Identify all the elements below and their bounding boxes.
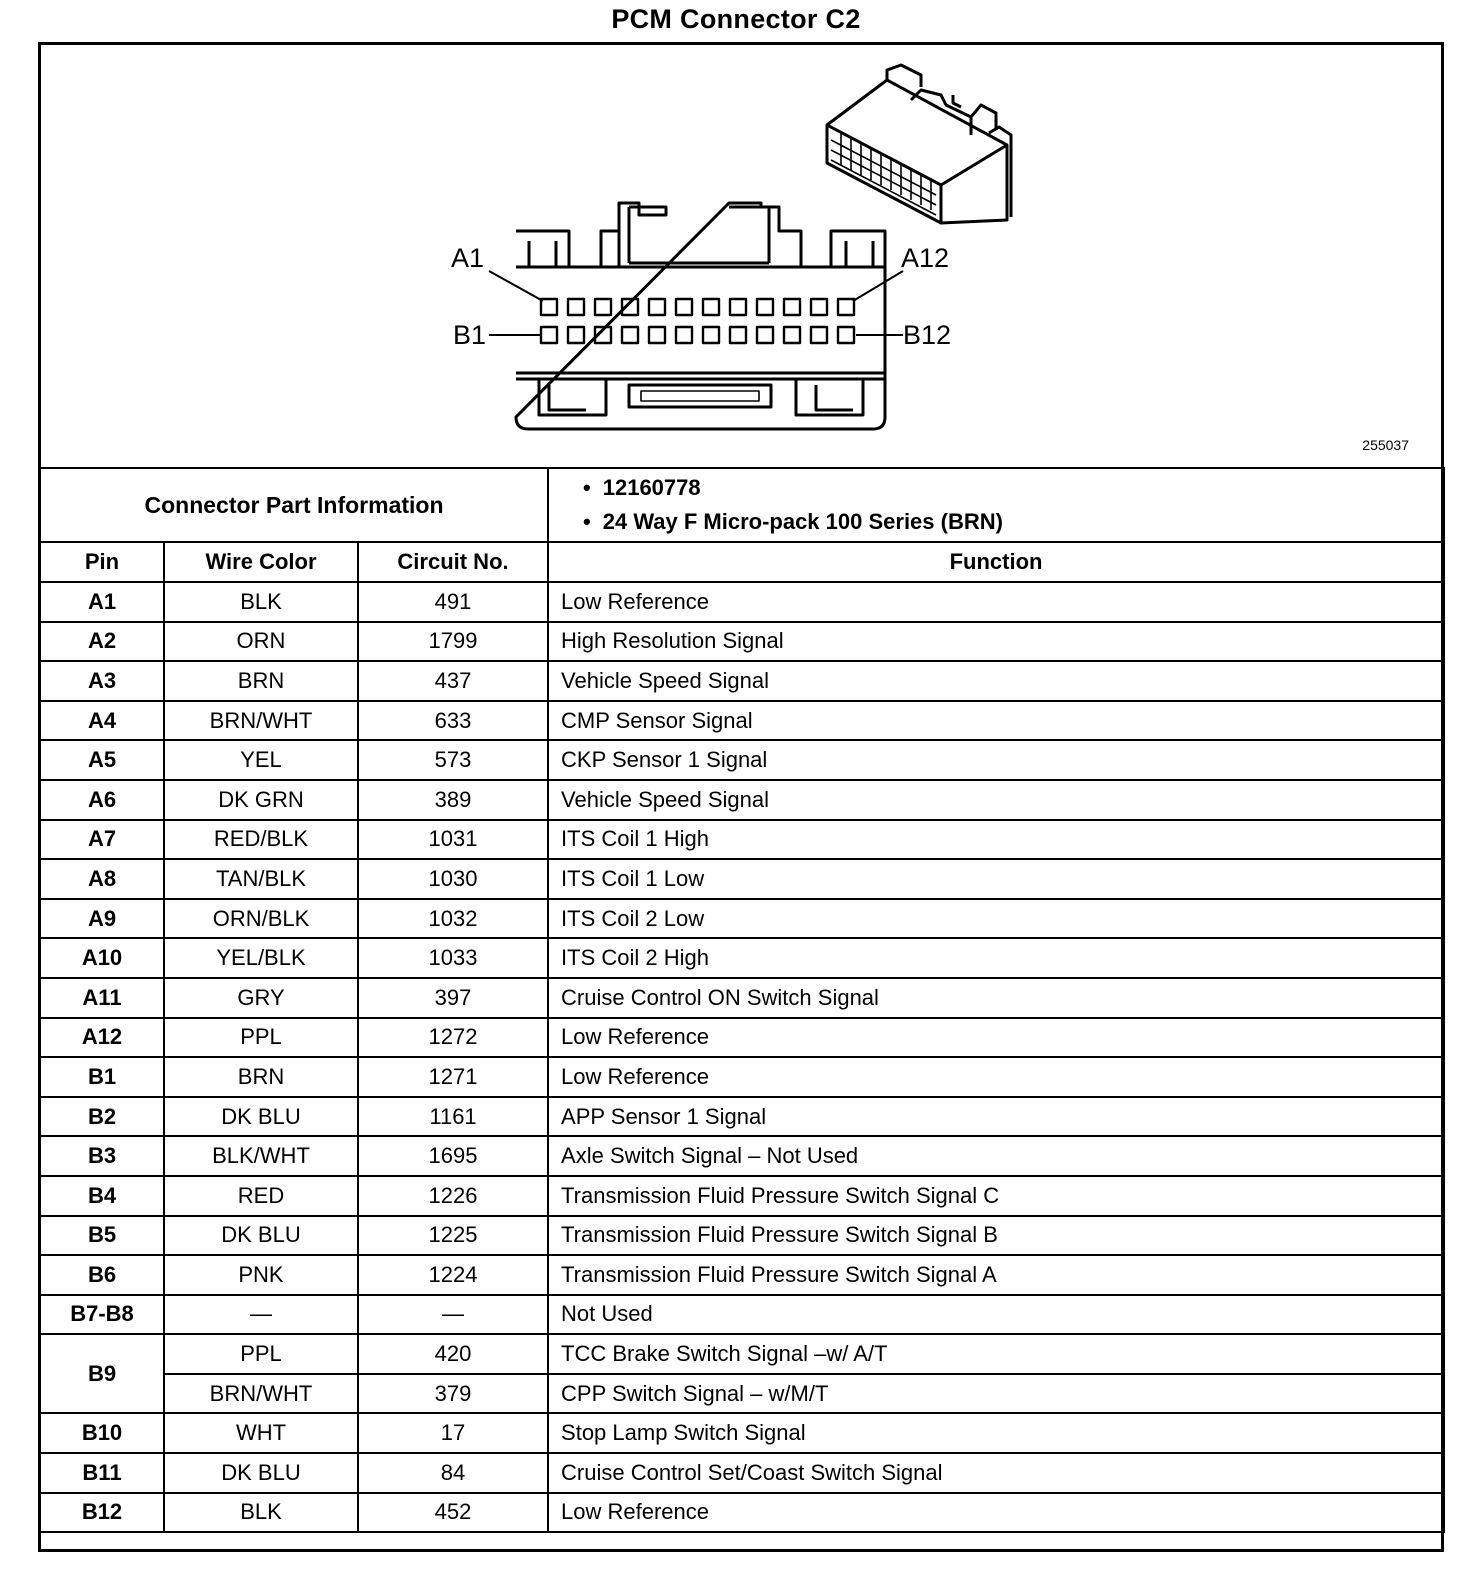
table-row (40, 661, 1444, 701)
pin-label-a12: A12 (901, 243, 950, 273)
pin-cell: A1 (40, 582, 164, 622)
table-row (40, 938, 1444, 978)
pin-cell: A10 (40, 938, 164, 978)
function-cell: Cruise Control Set/Coast Switch Signal (548, 1453, 1444, 1493)
circuit-cell: 633 (358, 701, 548, 741)
connector-isometric-icon (827, 65, 1011, 223)
circuit-cell: 1271 (358, 1057, 548, 1097)
pin-label-a1: A1 (451, 243, 485, 273)
function-cell: Low Reference (548, 1493, 1444, 1533)
wire-color-cell: BLK (164, 1493, 358, 1533)
wire-color-cell: ORN (164, 622, 358, 662)
wire-color-cell: DK BLU (164, 1097, 358, 1137)
function-cell: CKP Sensor 1 Signal (548, 740, 1444, 780)
pin-row-b (541, 327, 854, 343)
pin-cell: B7-B8 (40, 1295, 164, 1335)
circuit-cell: 1224 (358, 1255, 548, 1295)
function-cell: Low Reference (548, 1057, 1444, 1097)
table-row (40, 1493, 1444, 1533)
function-cell: ITS Coil 1 High (548, 820, 1444, 860)
function-cell: CPP Switch Signal – w/M/T (548, 1374, 1444, 1414)
table-row (40, 622, 1444, 662)
wire-color-cell: — (164, 1295, 358, 1335)
pin-cell: A2 (40, 622, 164, 662)
circuit-cell: 1695 (358, 1136, 548, 1176)
pin-cell: B5 (40, 1216, 164, 1256)
table-row (40, 1255, 1444, 1295)
function-cell: ITS Coil 2 High (548, 938, 1444, 978)
table-row (40, 1413, 1444, 1453)
function-cell: Axle Switch Signal – Not Used (548, 1136, 1444, 1176)
wire-color-cell: ORN/BLK (164, 899, 358, 939)
pin-cell: B1 (40, 1057, 164, 1097)
pin-cell: B2 (40, 1097, 164, 1137)
table-row (40, 1216, 1444, 1256)
wire-color-cell: BRN/WHT (164, 1374, 358, 1414)
pin-row-a (541, 299, 854, 315)
table-row (40, 1018, 1444, 1058)
column-header-function: Function (548, 542, 1444, 582)
connector-face-drawing (41, 45, 1441, 467)
table-row (40, 859, 1444, 899)
pin-cell: B12 (40, 1493, 164, 1533)
wire-color-cell: BRN/WHT (164, 701, 358, 741)
table-row (40, 740, 1444, 780)
table-row (40, 1057, 1444, 1097)
circuit-cell: 1033 (358, 938, 548, 978)
pin-cell: B4 (40, 1176, 164, 1216)
circuit-cell: 1225 (358, 1216, 548, 1256)
connector-part-details (548, 468, 1444, 542)
pinout-table (39, 467, 1445, 1533)
wire-color-cell: WHT (164, 1413, 358, 1453)
wire-color-cell: RED (164, 1176, 358, 1216)
function-cell: Low Reference (548, 582, 1444, 622)
pin-cell: A11 (40, 978, 164, 1018)
page-title: PCM Connector C2 (611, 4, 861, 34)
table-row (40, 1334, 1444, 1374)
table-row (40, 1374, 1444, 1414)
circuit-cell: 1272 (358, 1018, 548, 1058)
circuit-cell: 397 (358, 978, 548, 1018)
connector-part-label: Connector Part Information (40, 468, 548, 542)
function-cell: Transmission Fluid Pressure Switch Signal C (548, 1176, 1444, 1216)
circuit-cell: 1031 (358, 820, 548, 860)
wire-color-cell: BLK/WHT (164, 1136, 358, 1176)
pin-cell: A7 (40, 820, 164, 860)
part-number: • 12160778 (583, 471, 1443, 505)
circuit-cell: 437 (358, 661, 548, 701)
table-row (40, 1453, 1444, 1493)
function-cell: Transmission Fluid Pressure Switch Signal B (548, 1216, 1444, 1256)
pin-cell: B9 (40, 1334, 164, 1413)
table-row (40, 582, 1444, 622)
circuit-cell: 17 (358, 1413, 548, 1453)
pin-cell: A9 (40, 899, 164, 939)
circuit-cell: 420 (358, 1334, 548, 1374)
wire-color-cell: PPL (164, 1334, 358, 1374)
function-cell: Transmission Fluid Pressure Switch Signal A (548, 1255, 1444, 1295)
pin-cell: A4 (40, 701, 164, 741)
pin-cell: B6 (40, 1255, 164, 1295)
table-row (40, 1176, 1444, 1216)
column-header-wire-color: Wire Color (164, 542, 358, 582)
table-row (40, 701, 1444, 741)
wire-color-cell: DK BLU (164, 1216, 358, 1256)
circuit-cell: 452 (358, 1493, 548, 1533)
figure-id: 255037 (1362, 437, 1409, 453)
table-row (40, 1295, 1444, 1335)
table-row (40, 978, 1444, 1018)
connector-part-row (40, 468, 1444, 542)
wire-color-cell: YEL (164, 740, 358, 780)
wire-color-cell: PPL (164, 1018, 358, 1058)
pin-rows (40, 582, 1444, 1532)
table-row (40, 820, 1444, 860)
circuit-cell: 1799 (358, 622, 548, 662)
table-header-row (40, 542, 1444, 582)
circuit-cell: 1226 (358, 1176, 548, 1216)
table-row (40, 1097, 1444, 1137)
function-cell: Vehicle Speed Signal (548, 661, 1444, 701)
function-cell: Cruise Control ON Switch Signal (548, 978, 1444, 1018)
circuit-cell: 1030 (358, 859, 548, 899)
wire-color-cell: BRN (164, 661, 358, 701)
circuit-cell: 491 (358, 582, 548, 622)
circuit-cell: — (358, 1295, 548, 1335)
circuit-cell: 573 (358, 740, 548, 780)
wire-color-cell: DK GRN (164, 780, 358, 820)
connector-diagram (41, 45, 1441, 467)
function-cell: Vehicle Speed Signal (548, 780, 1444, 820)
function-cell: Not Used (548, 1295, 1444, 1335)
wire-color-cell: GRY (164, 978, 358, 1018)
function-cell: APP Sensor 1 Signal (548, 1097, 1444, 1137)
pin-cell: A5 (40, 740, 164, 780)
function-cell: CMP Sensor Signal (548, 701, 1444, 741)
function-cell: High Resolution Signal (548, 622, 1444, 662)
circuit-cell: 379 (358, 1374, 548, 1414)
wire-color-cell: BLK (164, 582, 358, 622)
function-cell: Stop Lamp Switch Signal (548, 1413, 1444, 1453)
part-description: • 24 Way F Micro-pack 100 Series (BRN) (583, 505, 1443, 539)
circuit-cell: 389 (358, 780, 548, 820)
column-header-pin: Pin (40, 542, 164, 582)
wire-color-cell: DK BLU (164, 1453, 358, 1493)
pin-label-b12: B12 (903, 320, 952, 350)
function-cell: TCC Brake Switch Signal –w/ A/T (548, 1334, 1444, 1374)
wire-color-cell: BRN (164, 1057, 358, 1097)
table-row (40, 899, 1444, 939)
pin-cell: A6 (40, 780, 164, 820)
wire-color-cell: YEL/BLK (164, 938, 358, 978)
pin-label-b1: B1 (453, 320, 487, 350)
pin-cell: B10 (40, 1413, 164, 1453)
wire-color-cell: PNK (164, 1255, 358, 1295)
table-row (40, 780, 1444, 820)
wire-color-cell: RED/BLK (164, 820, 358, 860)
wire-color-cell: TAN/BLK (164, 859, 358, 899)
circuit-cell: 84 (358, 1453, 548, 1493)
circuit-cell: 1032 (358, 899, 548, 939)
function-cell: ITS Coil 2 Low (548, 899, 1444, 939)
function-cell: Low Reference (548, 1018, 1444, 1058)
function-cell: ITS Coil 1 Low (548, 859, 1444, 899)
circuit-cell: 1161 (358, 1097, 548, 1137)
table-row (40, 1136, 1444, 1176)
column-header-circuit: Circuit No. (358, 542, 548, 582)
pin-cell: A12 (40, 1018, 164, 1058)
pin-cell: B3 (40, 1136, 164, 1176)
pin-cell: B11 (40, 1453, 164, 1493)
pin-cell: A3 (40, 661, 164, 701)
pin-cell: A8 (40, 859, 164, 899)
